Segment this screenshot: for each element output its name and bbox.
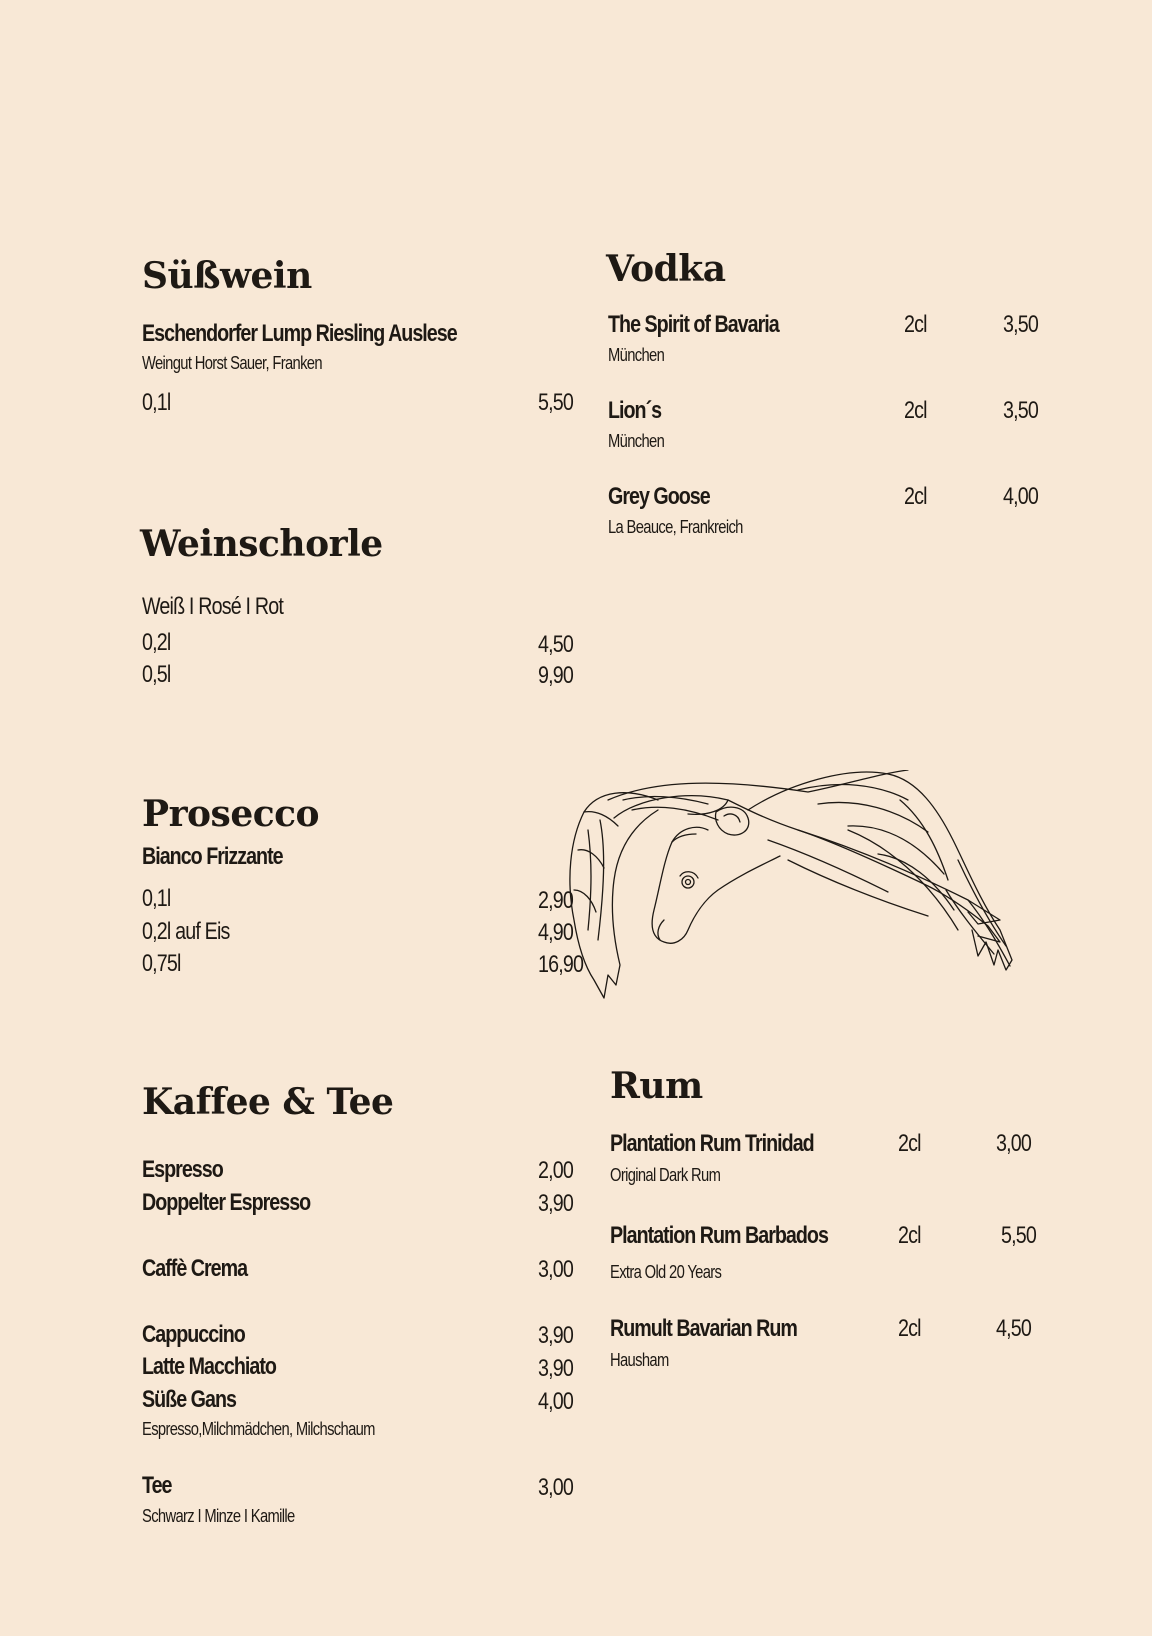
section-title-prosecco: Prosecco (142, 793, 320, 835)
rum-item-qty: 2cl (898, 1315, 921, 1342)
vodka-item-name: The Spirit of Bavaria (608, 311, 779, 338)
prosecco-item-name: Bianco Frizzante (142, 843, 283, 870)
prosecco-price: 4,90 (538, 919, 574, 946)
rum-item-sub: Hausham (610, 1350, 669, 1370)
vodka-item-qty: 2cl (904, 311, 927, 338)
rum-item-name: Plantation Rum Trinidad (610, 1130, 814, 1157)
prosecco-price: 2,90 (538, 887, 574, 914)
rum-item-sub: Extra Old 20 Years (610, 1262, 722, 1282)
kaffee-item-price: 2,00 (538, 1157, 574, 1184)
kaffee-item-sub: Espresso,Milchmädchen, Milchschaum (142, 1419, 375, 1439)
weinschorle-price: 9,90 (538, 662, 574, 689)
rum-item-name: Rumult Bavarian Rum (610, 1315, 797, 1342)
prosecco-size: 0,75l (142, 950, 181, 977)
rum-item-qty: 2cl (898, 1130, 921, 1157)
suesswein-item-sub: Weingut Horst Sauer, Franken (142, 353, 322, 373)
rum-item-qty: 2cl (898, 1222, 921, 1249)
section-title-kaffee-tee: Kaffee & Tee (142, 1081, 394, 1123)
vodka-item-qty: 2cl (904, 483, 927, 510)
kaffee-item-name: Caffè Crema (142, 1255, 248, 1282)
rum-item-name: Plantation Rum Barbados (610, 1222, 828, 1249)
flying-goose-illustration (548, 770, 1058, 1010)
kaffee-item-sub: Schwarz I Minze I Kamille (142, 1506, 295, 1526)
kaffee-item-price: 3,90 (538, 1322, 574, 1349)
vodka-item-name: Grey Goose (608, 483, 710, 510)
kaffee-item-name: Latte Macchiato (142, 1353, 276, 1380)
rum-item-price: 5,50 (1001, 1222, 1037, 1249)
vodka-item-price: 3,50 (1003, 311, 1039, 338)
vodka-item-sub: München (608, 431, 665, 451)
section-title-weinschorle: Weinschorle (140, 523, 383, 565)
kaffee-item-price: 4,00 (538, 1388, 574, 1415)
kaffee-item-price: 3,90 (538, 1190, 574, 1217)
vodka-item-price: 4,00 (1003, 483, 1039, 510)
kaffee-item-name: Tee (142, 1472, 172, 1499)
suesswein-item-name: Eschendorfer Lump Riesling Auslese (142, 320, 457, 347)
vodka-item-sub: München (608, 345, 665, 365)
vodka-item-qty: 2cl (904, 397, 927, 424)
weinschorle-price: 4,50 (538, 631, 574, 658)
kaffee-item-name: Espresso (142, 1156, 223, 1183)
kaffee-item-price: 3,00 (538, 1256, 574, 1283)
prosecco-size: 0,2l auf Eis (142, 918, 230, 945)
prosecco-size: 0,1l (142, 885, 171, 912)
suesswein-size: 0,1l (142, 389, 171, 416)
vodka-item-name: Lion´s (608, 397, 662, 424)
prosecco-price: 16,90 (538, 951, 584, 978)
rum-item-price: 4,50 (996, 1315, 1032, 1342)
weinschorle-variants: Weiß I Rosé I Rot (142, 593, 284, 620)
weinschorle-size: 0,5l (142, 661, 171, 688)
kaffee-item-price: 3,90 (538, 1355, 574, 1382)
vodka-item-sub: La Beauce, Frankreich (608, 517, 743, 537)
section-title-suesswein: Süßwein (142, 255, 312, 297)
kaffee-item-price: 3,00 (538, 1474, 574, 1501)
section-title-rum: Rum (610, 1065, 703, 1107)
suesswein-price: 5,50 (538, 389, 574, 416)
kaffee-item-name: Cappuccino (142, 1321, 245, 1348)
kaffee-item-name: Süße Gans (142, 1386, 236, 1413)
rum-item-price: 3,00 (996, 1130, 1032, 1157)
kaffee-item-name: Doppelter Espresso (142, 1189, 311, 1216)
section-title-vodka: Vodka (606, 248, 726, 290)
weinschorle-size: 0,2l (142, 629, 171, 656)
rum-item-sub: Original Dark Rum (610, 1165, 721, 1185)
vodka-item-price: 3,50 (1003, 397, 1039, 424)
